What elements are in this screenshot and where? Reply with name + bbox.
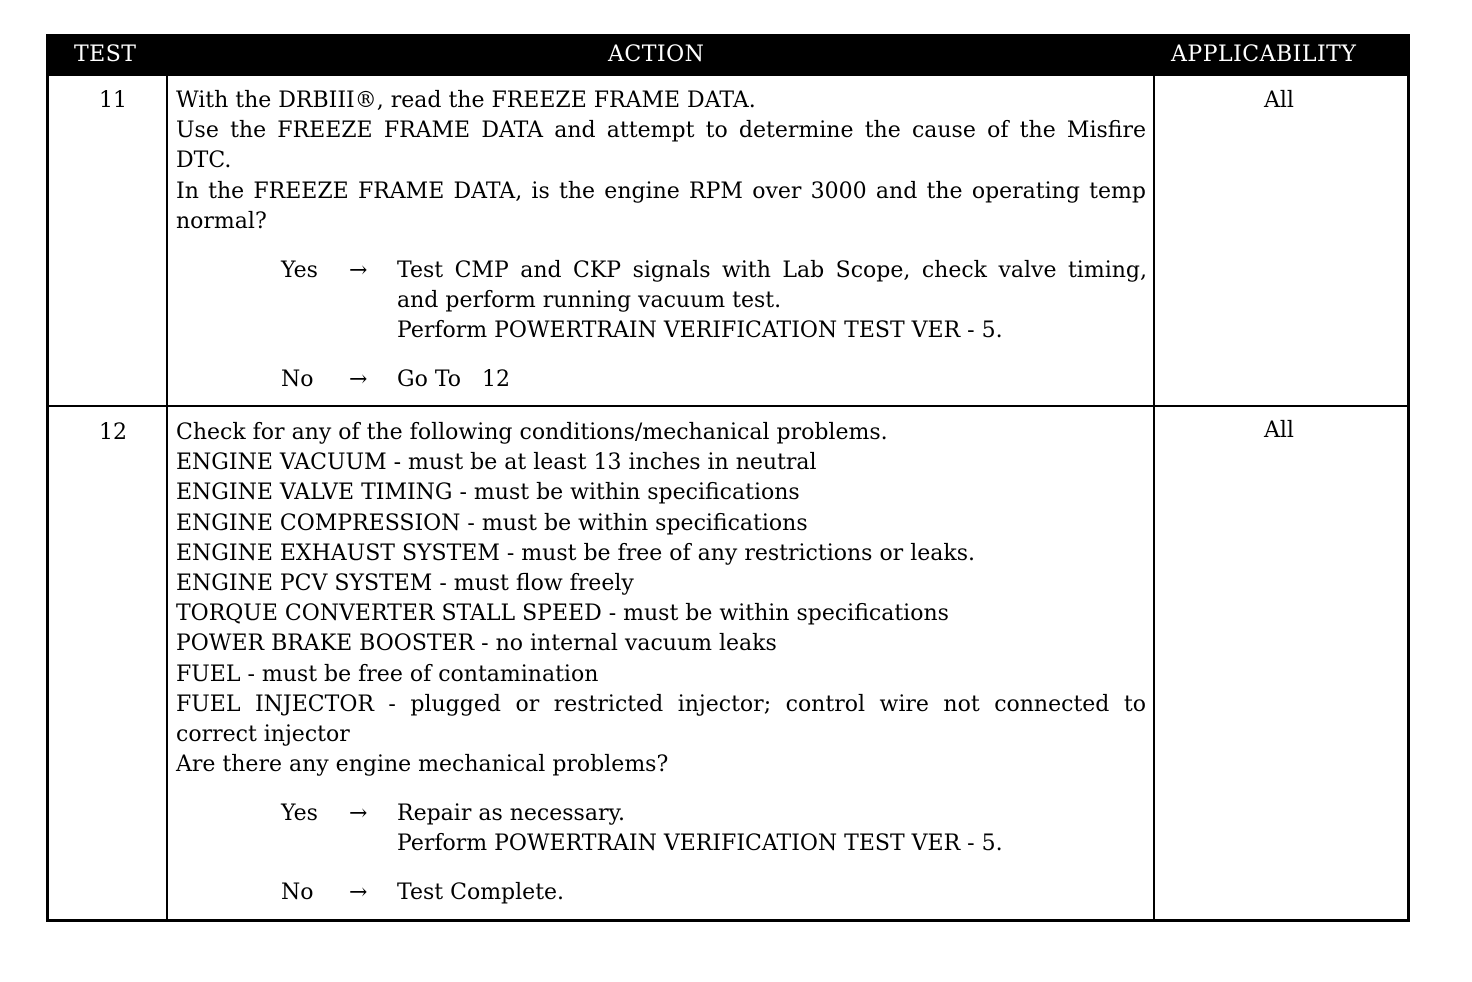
no-label: No	[281, 367, 314, 392]
action-line: FUEL INJECTOR - plugged or restricted injector; control wire not connected to correct injector	[176, 691, 1146, 748]
table-header	[46, 34, 1410, 76]
action-line: ENGINE COMPRESSION - must be within specifications	[176, 510, 808, 536]
diagnostic-table	[46, 34, 1410, 922]
no-label: No	[281, 880, 314, 905]
header-action: ACTION	[608, 42, 705, 67]
test-number: 12	[99, 420, 127, 445]
yes-line: Perform POWERTRAIN VERIFICATION TEST VER - 5.	[397, 831, 1003, 857]
action-line: POWER BRAKE BOOSTER - no internal vacuum leaks	[176, 631, 777, 657]
header-test: TEST	[74, 42, 137, 67]
action-line: ENGINE VACUUM - must be at least 13 inches in neutral	[176, 450, 817, 476]
yes-text	[397, 799, 1147, 859]
no-text: Go To 12	[397, 367, 510, 392]
test-number: 11	[99, 88, 127, 113]
action-line: ENGINE VALVE TIMING - must be within specifications	[176, 480, 800, 506]
yes-line: Perform POWERTRAIN VERIFICATION TEST VER - 5.	[397, 318, 1003, 344]
yes-text	[397, 256, 1147, 347]
action-line: FUEL - must be free of contamination	[176, 661, 599, 687]
table-row-12	[49, 407, 1407, 919]
action-line: With the DRBIII®, read the FREEZE FRAME DATA.	[176, 88, 756, 113]
yes-line: Test CMP and CKP signals with Lab Scope, check valve timing, and perform running vacuum test.	[397, 258, 1147, 314]
action-text	[176, 86, 1146, 237]
action-line: In the FREEZE FRAME DATA, is the engine RPM over 3000 and the operating temp normal?	[176, 178, 1146, 234]
action-line: Are there any engine mechanical problems?	[176, 752, 669, 778]
action-line: ENGINE PCV SYSTEM - must flow freely	[176, 571, 634, 597]
header-applicability: APPLICABILITY	[1171, 42, 1357, 67]
applicability-value: All	[1264, 418, 1294, 443]
action-text	[176, 418, 1146, 780]
arrow-icon: →	[349, 258, 368, 283]
yes-label: Yes	[281, 801, 318, 826]
arrow-icon: →	[349, 367, 368, 392]
no-text: Test Complete.	[397, 880, 565, 905]
arrow-icon: →	[349, 880, 368, 905]
action-line: Check for any of the following conditions/mechanical problems.	[176, 420, 888, 445]
yes-line: Repair as necessary.	[397, 801, 625, 826]
yes-label: Yes	[281, 258, 318, 283]
action-line: TORQUE CONVERTER STALL SPEED - must be within specifications	[176, 601, 949, 627]
applicability-value: All	[1264, 88, 1294, 113]
action-line: ENGINE EXHAUST SYSTEM - must be free of any restrictions or leaks.	[176, 540, 975, 566]
table-row-11	[49, 76, 1407, 405]
arrow-icon: →	[349, 801, 368, 826]
action-line: Use the FREEZE FRAME DATA and attempt to determine the cause of the Misfire DTC.	[176, 118, 1146, 174]
